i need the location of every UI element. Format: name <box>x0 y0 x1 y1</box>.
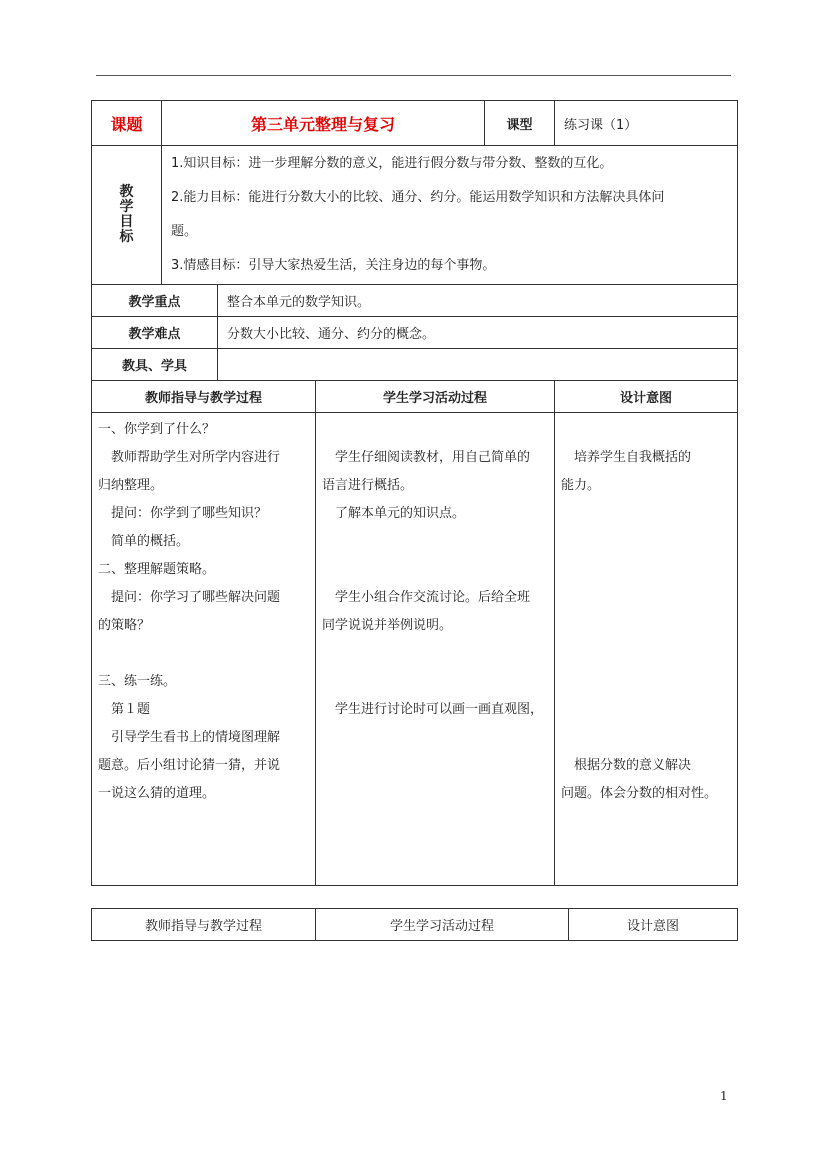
design-intent-cell <box>555 413 738 886</box>
design-line <box>555 528 737 556</box>
teacher-line: 题意。后小组讨论猜一猜，并说 <box>98 758 281 773</box>
teacher-line: 第１题 <box>98 702 151 717</box>
teacher-line: 一、你学到了什么？ <box>98 422 216 437</box>
teacher-line: 三、练一练。 <box>98 674 177 689</box>
difficulty-value: 分数大小比较、通分、约分的概念。 <box>218 317 738 349</box>
teacher-column-header-2: 教师指导与教学过程 <box>92 909 316 941</box>
objective-emotion: 3.情感目标：引导大家热爱生活，关注身边的每个事物。 <box>171 258 496 273</box>
design-line <box>555 640 737 668</box>
objectives-content <box>162 146 738 285</box>
design-line <box>555 556 737 584</box>
teacher-line: 二、整理解题策略。 <box>98 562 216 577</box>
design-line: 培养学生自我概括的 <box>561 450 692 465</box>
teacher-process-text <box>92 416 315 808</box>
student-column-header-2: 学生学习活动过程 <box>316 909 569 941</box>
column-header-row <box>92 381 738 413</box>
student-line: 学生仔细阅读教材，用自己简单的 <box>322 450 531 465</box>
design-intent-text <box>555 416 737 808</box>
header-rule <box>96 75 731 76</box>
key-point-row <box>92 285 738 317</box>
continuation-header-row <box>92 909 738 941</box>
teacher-line: 的策略？ <box>98 618 151 633</box>
design-line <box>555 696 737 724</box>
teacher-line: 教师帮助学生对所学内容进行 <box>98 450 281 465</box>
objectives-row <box>92 146 738 285</box>
teacher-line: 一说这么猜的道理。 <box>98 786 216 801</box>
key-point-label: 教学重点 <box>92 285 218 317</box>
tools-label: 教具、学具 <box>92 349 218 381</box>
objectives-label: 教学目标 <box>119 184 134 245</box>
teacher-line: 提问：你学习了哪些解决问题 <box>98 590 281 605</box>
teacher-line: 归纳整理。 <box>98 478 164 493</box>
difficulty-row <box>92 317 738 349</box>
teacher-line: 引导学生看书上的情境图理解 <box>98 730 281 745</box>
design-column-header: 设计意图 <box>555 381 738 413</box>
design-line <box>555 584 737 612</box>
student-line: 学生小组合作交流讨论。后给全班 <box>322 590 531 605</box>
lesson-type-label: 课型 <box>485 101 555 146</box>
student-process-text <box>316 416 554 724</box>
teacher-process-cell <box>92 413 316 886</box>
design-line <box>555 668 737 696</box>
student-line <box>316 416 554 444</box>
objective-ability-cont: 题。 <box>171 224 198 239</box>
student-line <box>316 668 554 696</box>
tools-value <box>218 349 738 381</box>
student-line: 语言进行概括。 <box>322 478 414 493</box>
objective-ability: 2.能力目标：能进行分数大小的比较、通分、约分。能运用数学知识和方法解决具体问 <box>171 190 665 205</box>
student-line: 学生进行讨论时可以画一画直观图， <box>322 702 544 717</box>
student-line: 了解本单元的知识点。 <box>322 506 466 521</box>
subject-label: 课题 <box>92 101 162 146</box>
page-number: 1 <box>720 1089 728 1103</box>
design-line <box>555 612 737 640</box>
student-line <box>316 528 554 556</box>
continuation-table <box>91 908 738 941</box>
subject-title: 第三单元整理与复习 <box>162 101 485 146</box>
objectives-label-cell <box>92 146 162 285</box>
student-line <box>316 556 554 584</box>
design-column-header-2: 设计意图 <box>569 909 738 941</box>
design-line <box>555 500 737 528</box>
design-line: 根据分数的意义解决 <box>561 758 692 773</box>
teacher-line <box>92 640 315 668</box>
student-column-header: 学生学习活动过程 <box>316 381 555 413</box>
process-row <box>92 413 738 886</box>
teacher-line: 提问：你学到了哪些知识？ <box>98 506 268 521</box>
difficulty-label: 教学难点 <box>92 317 218 349</box>
tools-row <box>92 349 738 381</box>
objective-knowledge: 1.知识目标：进一步理解分数的意义，能进行假分数与带分数、整数的互化。 <box>171 156 613 171</box>
student-process-cell <box>316 413 555 886</box>
design-line: 能力。 <box>561 478 601 493</box>
teacher-column-header: 教师指导与教学过程 <box>92 381 316 413</box>
student-line: 同学说说并举例说明。 <box>322 618 453 633</box>
teacher-line: 简单的概括。 <box>98 534 190 549</box>
title-row <box>92 101 738 146</box>
lesson-type-value: 练习课（1） <box>555 101 738 146</box>
design-line <box>555 724 737 752</box>
lesson-plan-table <box>91 100 738 886</box>
student-line <box>316 640 554 668</box>
design-line <box>555 416 737 444</box>
key-point-value: 整合本单元的数学知识。 <box>218 285 738 317</box>
design-line: 问题。体会分数的相对性。 <box>561 786 718 801</box>
